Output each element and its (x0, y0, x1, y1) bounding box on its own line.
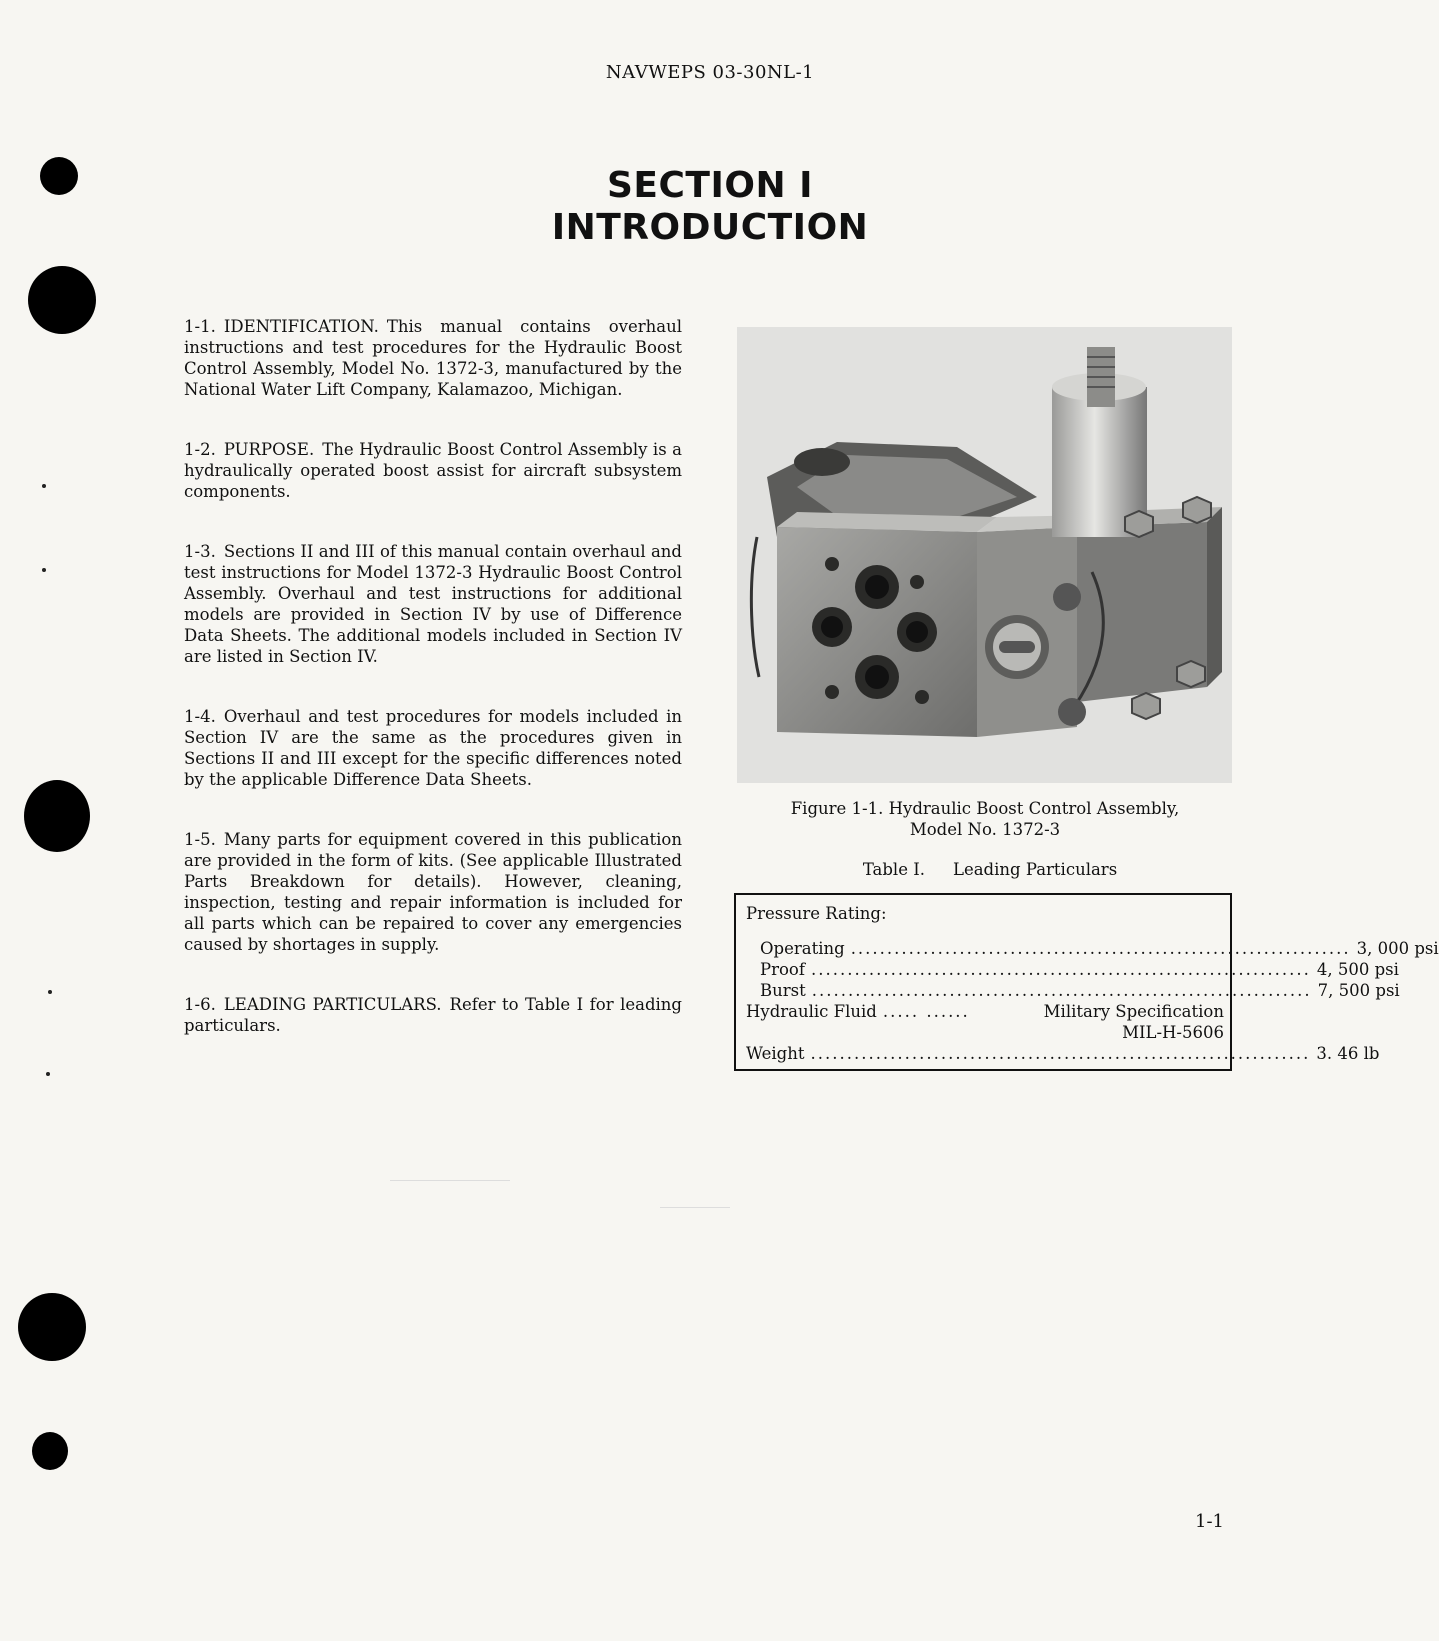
table-row (746, 1001, 1224, 1022)
figure-caption-line2: Model No. 1372-3 (909, 820, 1061, 839)
punch-hole (18, 1293, 86, 1361)
smudge (390, 1180, 510, 1181)
row-value: 7, 500 psi (1317, 981, 1400, 1000)
hydraulic-assembly-illustration (737, 327, 1232, 783)
paragraph-text: Many parts for equipment covered in this publication are provided in the form of kits. (See applicable Illustrated Parts Breakdown for details). However, cleaning, inspection, testing and repair information is included for all parts which can be repaired to cover any emergencies caused by shortages in supply. (184, 830, 682, 954)
row-label: Burst (760, 981, 806, 1000)
section-title-line1: SECTION I (606, 165, 814, 206)
table-row (746, 959, 1399, 980)
speck (42, 484, 46, 488)
paragraph (184, 994, 682, 1036)
paragraph-number: 1-3. (184, 542, 216, 561)
paragraph-heading: IDENTIFICATION. (223, 317, 379, 336)
paragraph-text: The Hydraulic Boost Control Assembly is a hydraulically operated boost assist for aircraft subsystem components. (184, 440, 682, 501)
paragraph-number: 1-2. (184, 440, 216, 459)
figure-photo (737, 327, 1232, 783)
row-label: Proof (760, 960, 805, 979)
paragraph (184, 439, 682, 502)
leader-dots: ..................................................................... (850, 939, 1351, 958)
row-value: 3. 46 lb (1316, 1044, 1380, 1063)
pressure-rating-heading: Pressure Rating: (746, 904, 887, 923)
smudge (660, 1207, 730, 1208)
page-number: 1-1 (1195, 1511, 1224, 1532)
leader-dots: ..................................................................... (810, 1044, 1311, 1063)
paragraph-text: This manual contains overhaul instructions and test procedures for the Hydraulic Boost Control Assembly, Model No. 1372-3, manufactured by the National Water Lift Company, Kalamazoo, Michigan. (184, 317, 682, 399)
row-label: Weight (746, 1044, 805, 1063)
table-number: Table I. (862, 860, 925, 879)
table-title: Leading Particulars (953, 860, 1118, 879)
leader-dots: ..................................................................... (810, 960, 1311, 979)
punch-hole (32, 1432, 68, 1470)
paragraph-heading: LEADING PARTICULARS. (223, 995, 442, 1014)
row-label: Operating (760, 939, 845, 958)
leader-dots: ..... ...... (882, 1002, 970, 1021)
paragraph (184, 541, 682, 667)
paragraph (184, 829, 682, 955)
row-label: Hydraulic Fluid (746, 1002, 877, 1021)
table-row (746, 1043, 1380, 1064)
table-row (746, 980, 1400, 1001)
paragraph-heading: PURPOSE. (223, 440, 315, 459)
row-value: Military Specification (1043, 1002, 1224, 1021)
body-text-column (184, 316, 682, 1075)
leading-particulars-table (734, 893, 1439, 1071)
figure-caption-line1: Figure 1-1. Hydraulic Boost Control Assembly, (790, 799, 1180, 818)
paragraph-number: 1-5. (184, 830, 216, 849)
speck (46, 1072, 50, 1076)
figure-caption (730, 798, 1240, 840)
paragraph-text: Sections II and III of this manual contain overhaul and test instructions for Model 1372-3 Hydraulic Boost Control Assembly. Overhaul and test instructions for additional models are provided in Section IV by use of Difference Data Sheets. The additional models included in Section IV are listed in Section IV. (184, 542, 682, 666)
row-value: 4, 500 psi (1316, 960, 1399, 979)
speck (48, 990, 52, 994)
paragraph (184, 706, 682, 790)
leader-dots: ..................................................................... (811, 981, 1312, 1000)
paragraph (184, 316, 682, 400)
paragraph-number: 1-4. (184, 707, 216, 726)
table-caption (790, 860, 1190, 879)
section-title-line2: INTRODUCTION (551, 207, 869, 248)
section-title (470, 165, 950, 249)
speck (42, 568, 46, 572)
punch-hole (28, 266, 96, 334)
punch-hole (24, 780, 90, 852)
row-value-continued: MIL-H-5606 (1122, 1023, 1224, 1042)
punch-hole (40, 157, 78, 195)
paragraph-text: Refer to Table I for leading particulars. (184, 995, 682, 1035)
row-value: 3, 000 psi (1356, 939, 1439, 958)
paragraph-number: 1-1. (184, 317, 216, 336)
table-row (746, 938, 1439, 959)
paragraph-number: 1-6. (184, 995, 216, 1014)
paragraph-text: Overhaul and test procedures for models included in Section IV are the same as the procedures given in Sections II and III except for the specific differences noted by the applicable Difference Data Sheets. (184, 707, 682, 789)
document-number: NAVWEPS 03-30NL-1 (605, 62, 815, 83)
